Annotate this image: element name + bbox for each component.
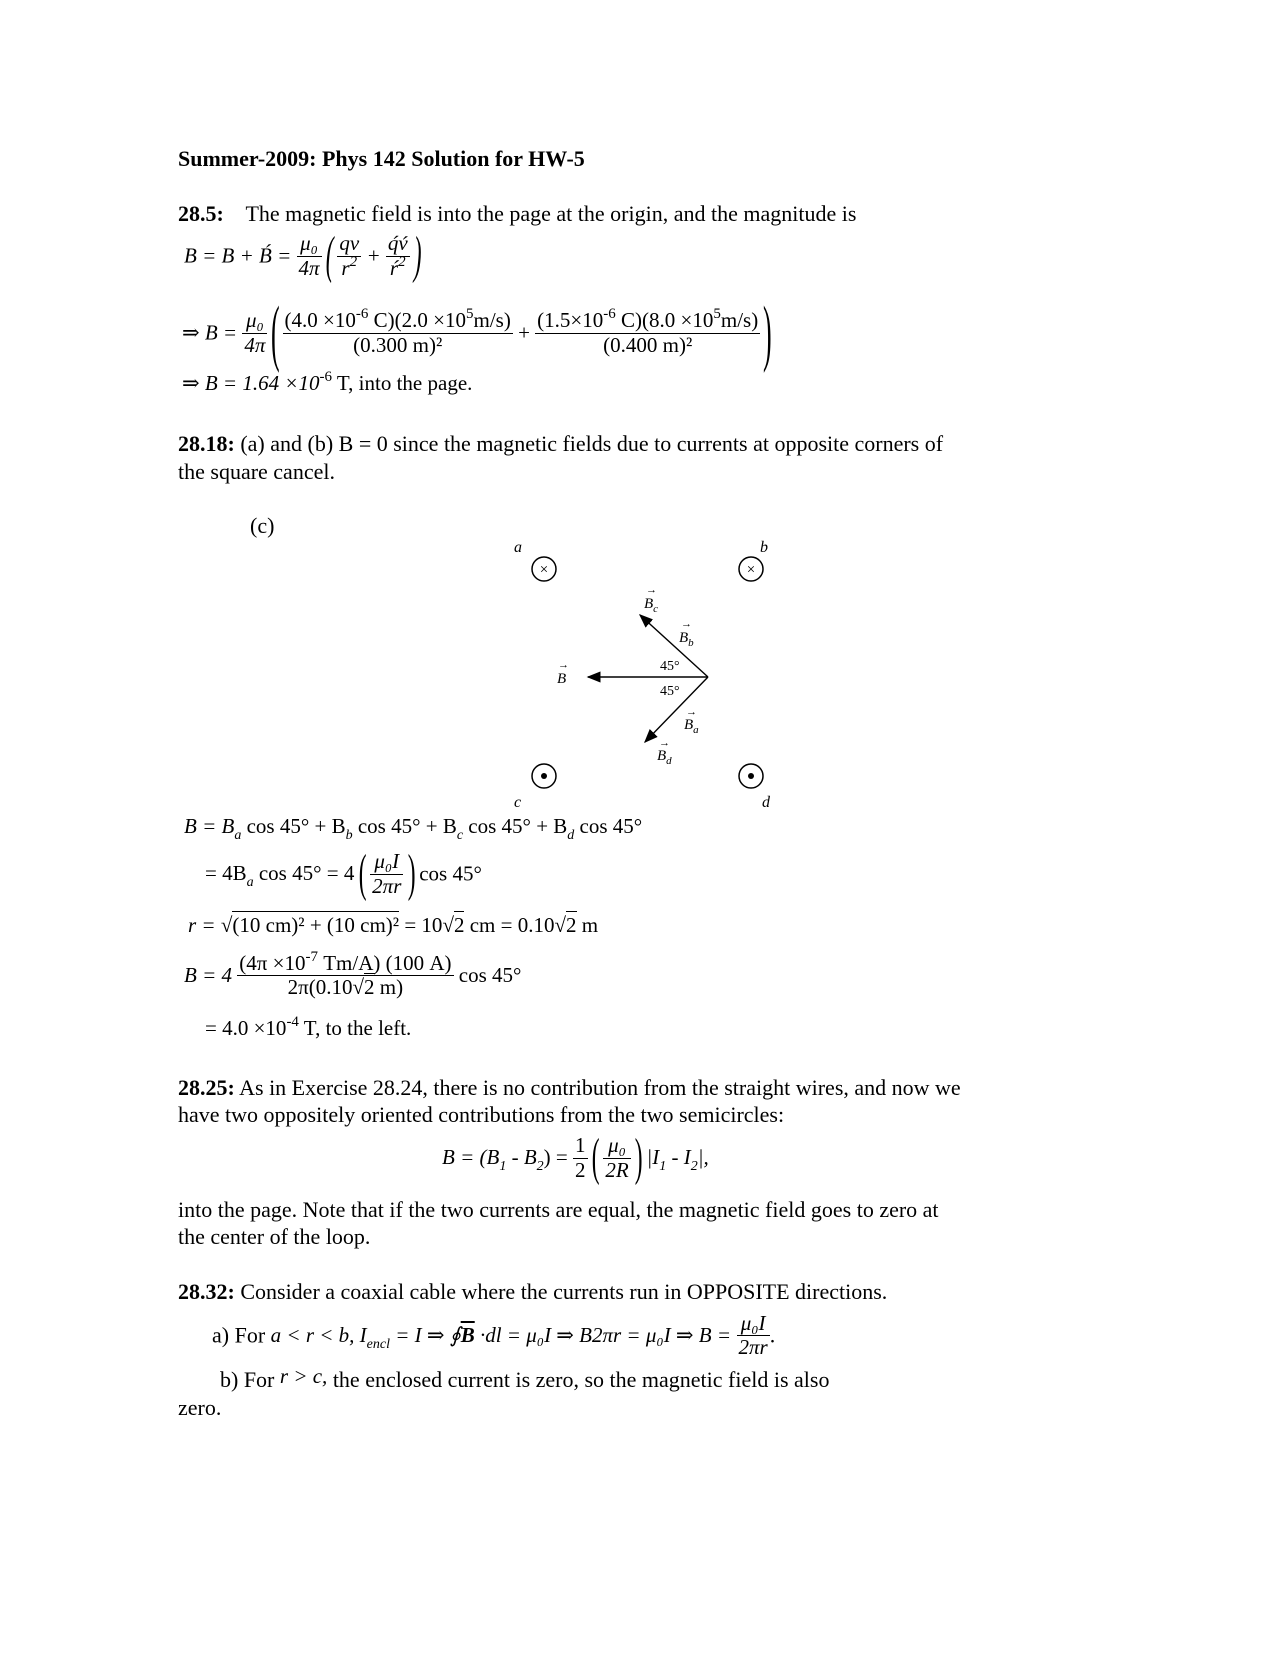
problem-text: Consider a coaxial cable where the currents run in OPPOSITE directions. <box>240 1279 888 1304</box>
corner-b-label: b <box>760 539 768 556</box>
problem-text-line3: into the page. Note that if the two currents are equal, the magnetic field goes to zero at <box>178 1197 939 1222</box>
problem-28-32-statement <box>178 1280 887 1304</box>
part-a-line: a) For a < r < b, $I_{encl} = I$ ⇒ $∮\overline{B} \cdot dl = \mu_0I$ ⇒ B2πr = μ₀I ⇒ B = $\frac{\text{μ₀I}}{2\pi r}$ . <box>212 1311 776 1360</box>
current-into-page-a-icon <box>532 557 556 581</box>
label-vector-Ba: $B_a$ <box>684 717 699 736</box>
problem-text-line2: have two oppositely oriented contributions from the two semicircles: <box>178 1102 785 1127</box>
svg-text:→: → <box>646 584 657 596</box>
problem-28-25-statement <box>178 1076 961 1100</box>
angle-label-lower: 45° <box>660 684 680 699</box>
field-vector-figure <box>500 535 790 815</box>
svg-text:×: × <box>746 562 756 578</box>
svg-text:→: → <box>659 737 670 749</box>
problem-label: 28.25: <box>178 1075 235 1100</box>
corner-c-label: c <box>514 794 522 811</box>
equation-28-18-d: B = 4 $\frac{(4\pi \times 10^{-7} Tm/A) (100 A)}{2\pi(0.10√2 m)}$ cos 45° <box>184 949 522 1000</box>
svg-text:→: → <box>681 618 692 630</box>
current-into-page-b-icon <box>739 557 763 581</box>
angle-label-upper: 45° <box>660 659 680 674</box>
equation-28-5-1: B = B + B́ = $\frac{\text{μ₀}}{4\pi}$ ( $\frac{qv}{r^2}$ + $\frac{q́v́}{ŕ^2}$ ) <box>184 227 422 284</box>
qv-prime-over-r-prime2: $\frac{q́v́}{ŕ^2}$ <box>387 231 408 280</box>
equation-28-18-sum: $B = B_a$ $\cos 45^\circ + B_b$ $\cos 45^\circ + B_c$ $\cos 45^\circ + B_d$ cos 45° <box>184 814 643 843</box>
part-b-tail: zero. <box>178 1395 222 1420</box>
problem-28-18-statement <box>178 432 943 456</box>
svg-text:→: → <box>558 659 569 671</box>
corner-d-label: d <box>762 794 770 811</box>
problem-text: As in Exercise 28.24, there is no contribution from the straight wires, and now we <box>239 1075 961 1100</box>
eq-lhs: B = B + B́ = <box>184 243 292 268</box>
equation-28-18-result: = $4.0 \times 10^{-4}$ T, to the left. <box>205 1014 412 1040</box>
equation-28-18-r: r = √(10 cm)² + (10 cm)² = 10√2 cm = 0.10√2 m <box>188 913 599 937</box>
problem-label: 28.18: <box>178 431 235 456</box>
svg-text:→: → <box>686 706 697 718</box>
problem-label: 28.5: <box>178 201 224 226</box>
problem-label: 28.32: <box>178 1279 235 1304</box>
problem-text-line2: the square cancel. <box>178 459 335 484</box>
second-charge-term: $\frac{(1.5\times 10^{-6} C)(8.0 \times 10^5m/s)}{\text{(0.400 m)²}}$ <box>537 306 759 357</box>
qv-over-r2: $\frac{qv}{r^2}$ <box>339 231 360 280</box>
first-charge-term: $\frac{(4.0 \times 10^{-6} C)(2.0 \times 10^5m/s)}{\text{(0.300 m)²}}$ <box>284 306 511 357</box>
equation-28-25: $B = (B_1 - B_2)$ = $\frac{1}{2}$ ( $\frac{\text{μ₀}}{2R}$ ) $|I_1 - I_2|$, <box>442 1129 709 1186</box>
corner-a-label: a <box>514 539 522 556</box>
page-title: Summer-2009: Phys 142 Solution for HW-5 <box>178 146 585 171</box>
label-vector-Bd: $B_d$ <box>657 748 672 767</box>
problem-text: The magnetic field is into the page at the origin, and the magnitude is <box>245 201 857 226</box>
part-c-label: (c) <box>250 513 275 538</box>
problem-28-5-statement <box>178 202 856 226</box>
mu0-over-4pi: $\frac{\text{μ₀}}{4\pi}$ <box>298 231 320 280</box>
problem-text: (a) and (b) B = 0 since the magnetic fields due to currents at opposite corners of <box>240 431 944 456</box>
equation-28-18-b: = $4B_a$ cos 45° = 4 ( $\frac{\text{μ₀I}}{2\pi r}$ ) cos 45° <box>205 845 482 902</box>
current-out-of-page-d-icon <box>739 764 763 788</box>
label-vector-Bc: $B_c$ <box>644 596 659 615</box>
equation-28-5-2: ⇒ B = $\frac{\text{μ₀}}{4\pi}$ ( $\frac{(4.0 \times 10^{-6} C)(2.0 \times 10^5m/s)}{\text{(0.300 m)²}}$ + $\frac{(1.5\times 10^{-6} C)(8.0 \times 10^5m/s)}{\text{(0.400 m)²}}$ ) <box>182 292 773 374</box>
problem-text-line4: the center of the loop. <box>178 1224 371 1249</box>
current-out-of-page-c-icon <box>532 764 556 788</box>
label-vector-B: B <box>557 671 567 687</box>
label-vector-Bb: $B_b$ <box>679 630 694 649</box>
equation-28-5-result: ⇒ $B = 1.64 \times 10^{-6}$ T, into the page. <box>182 369 473 395</box>
part-b-line: b) For r > c, the enclosed current is zero, so the magnetic field is also <box>220 1364 830 1392</box>
svg-text:×: × <box>539 562 549 578</box>
